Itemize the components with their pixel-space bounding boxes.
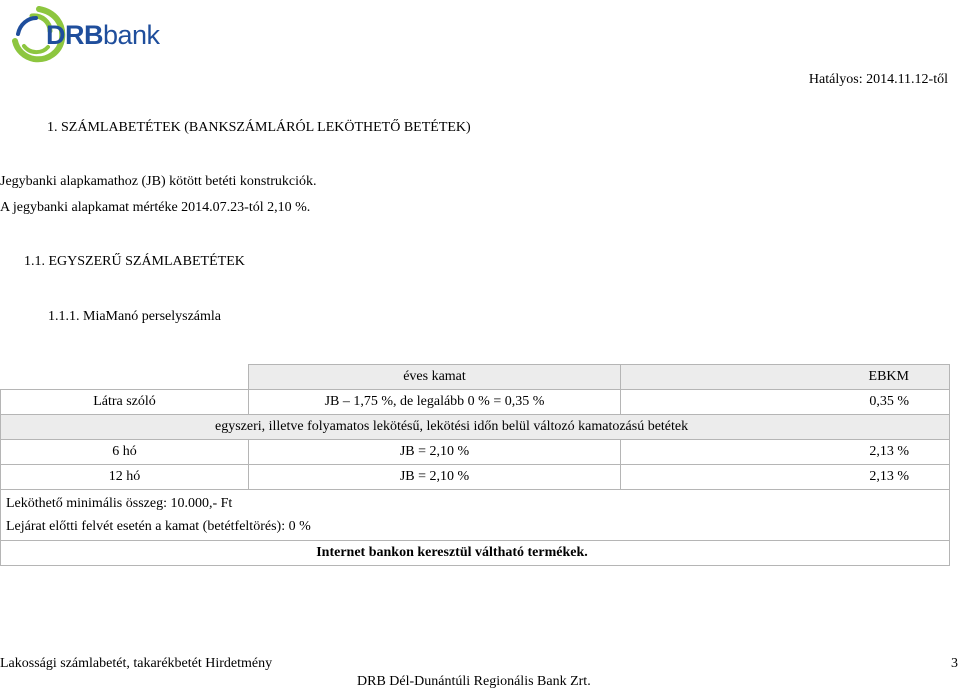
fixed-deposit-header: egyszeri, illetve folyamatos lekötésű, lekötési időn belül változó kamatozású betétek [1,415,950,440]
row-ebkm: 2,13 % [621,440,950,465]
row-ebkm: 2,13 % [621,465,950,490]
internet-note-row [1,541,950,566]
section-title: 1. SZÁMLABETÉTEK (BANKSZÁMLÁRÓL LEKÖTHETŐ BETÉTEK) [47,120,471,135]
table-row [1,390,950,415]
rate-table [0,364,950,566]
table-row [1,440,950,465]
intro-line-2: A jegybanki alapkamat mértéke 2014.07.23-tól 2,10 %. [0,200,311,215]
subsection-title: 1.1. EGYSZERŰ SZÁMLABETÉTEK [24,254,245,269]
notes-row [1,490,950,541]
row-rate: JB – 1,75 %, de legalább 0 % = 0,35 % [249,390,621,415]
table-header-row [1,365,950,390]
internet-note: Internet bankon keresztül váltható termékek. [1,541,950,566]
row-label: Látra szóló [1,390,249,415]
penalty-note: Lejárat előtti felvét esetén a kamat (betétfeltörés): 0 % [6,519,311,534]
valid-from-date: Hatályos: 2014.11.12-től [808,72,948,87]
intro-line-1: Jegybanki alapkamathoz (JB) kötött betéti konstrukciók. [0,174,317,189]
product-title: 1.1.1. MiaManó perselyszámla [48,309,222,324]
fixed-deposit-header-row [1,415,950,440]
drb-bank-logo [8,2,158,72]
table-row [1,465,950,490]
logo-wordmark: DRBbank [46,20,160,50]
row-ebkm: 0,35 % [621,390,950,415]
page-number: 3 [951,656,958,671]
row-rate: JB = 2,10 % [249,465,621,490]
row-label: 12 hó [1,465,249,490]
footer-bank-name: DRB Dél-Dunántúli Regionális Bank Zrt. [357,674,591,689]
min-amount-note: Leköthető minimális összeg: 10.000,- Ft [6,496,233,511]
row-rate: JB = 2,10 % [249,440,621,465]
notes-cell [1,490,950,541]
row-label: 6 hó [1,440,249,465]
head-ebkm: EBKM [621,365,950,390]
footer-title: Lakossági számlabetét, takarékbetét Hirdetmény [0,656,273,671]
head-rate: éves kamat [249,365,621,390]
